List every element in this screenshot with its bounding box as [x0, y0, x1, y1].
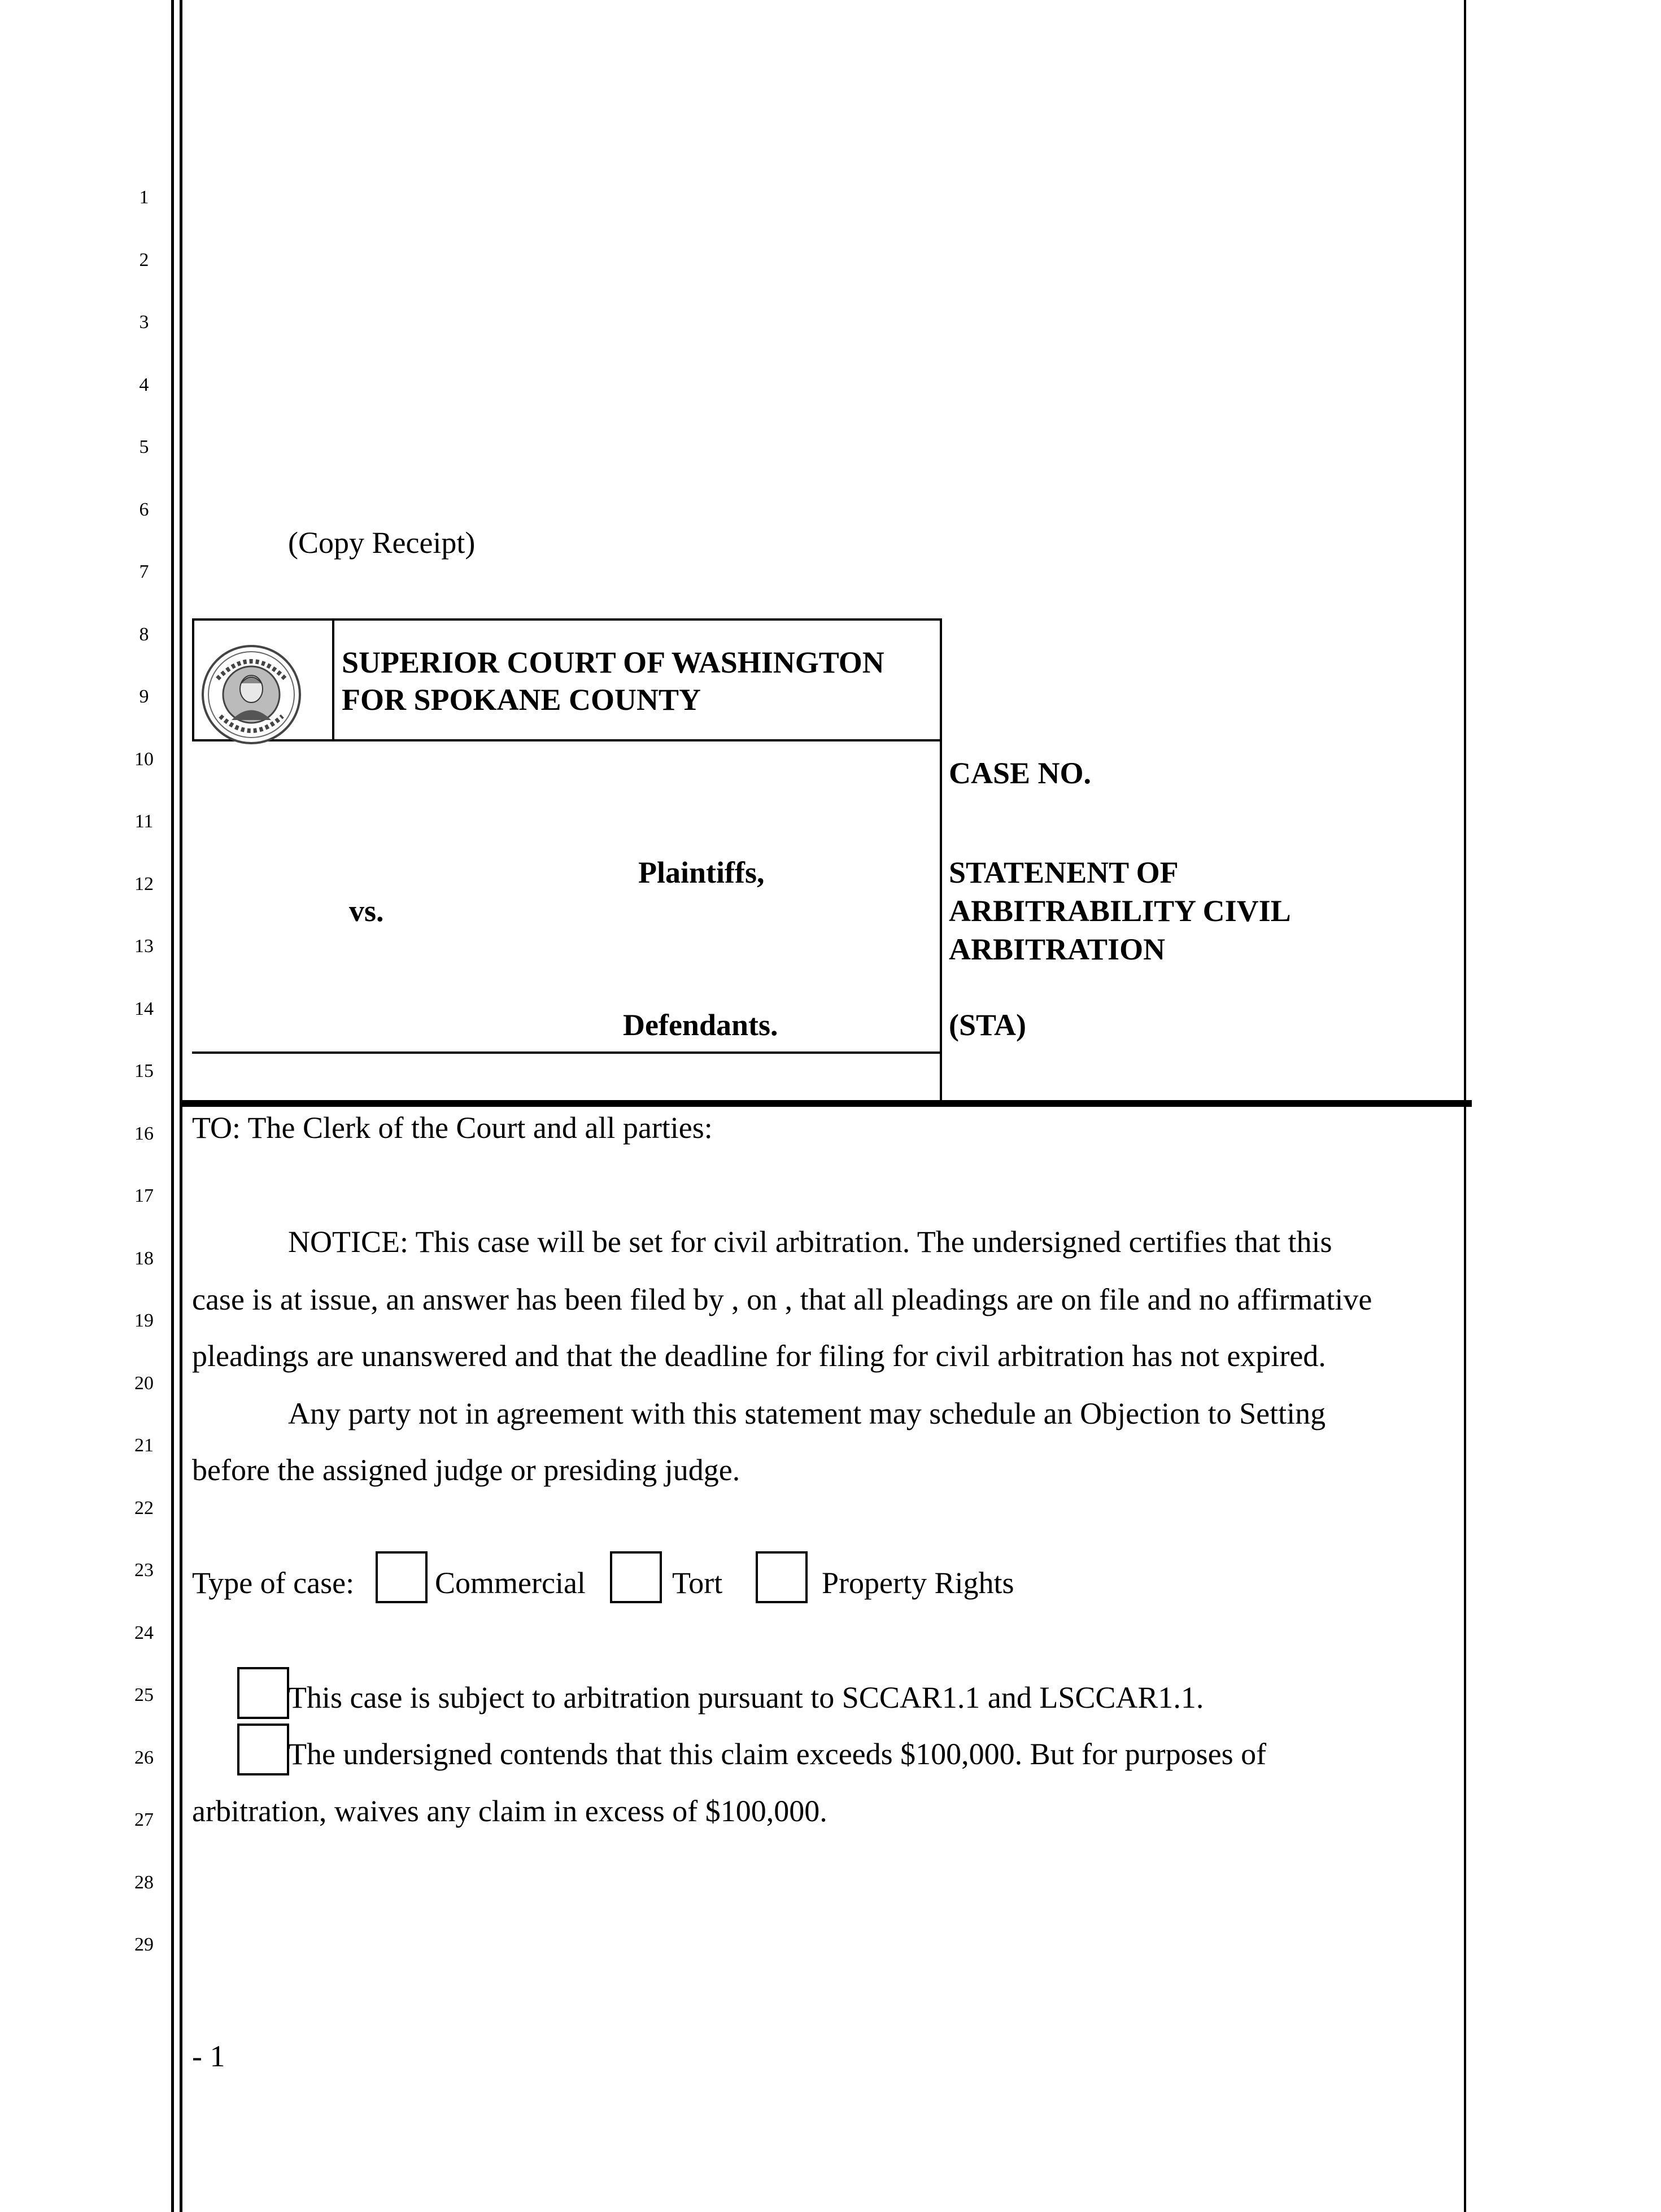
line-number: 17 — [134, 1185, 154, 1206]
line-number: 16 — [134, 1123, 154, 1144]
notice-line-2: case is at issue, an answer has been filed by , on , that all pleadings are on file and no affirmative — [192, 1282, 1372, 1316]
line-number: 9 — [139, 686, 149, 707]
line-number: 24 — [134, 1622, 154, 1643]
line-number: 19 — [134, 1310, 154, 1331]
line-number: 20 — [134, 1373, 154, 1394]
objection-line-1: Any party not in agreement with this statement may schedule an Objection to Setting — [288, 1397, 1326, 1430]
document-title-line3: ARBITRATION — [949, 932, 1166, 966]
copy-receipt-label: (Copy Receipt) — [288, 526, 476, 560]
line-number: 27 — [134, 1809, 154, 1830]
subject-to-arbitration-label: This case is subject to arbitration pursuant to SCCAR1.1 and LSCCAR1.1. — [288, 1681, 1204, 1714]
addressee-line: TO: The Clerk of the Court and all parties: — [192, 1111, 713, 1145]
court-name-line1: SUPERIOR COURT OF WASHINGTON — [342, 645, 884, 679]
line-number: 29 — [134, 1934, 154, 1955]
property-rights-label: Property Rights — [822, 1566, 1014, 1600]
line-number: 18 — [134, 1248, 154, 1269]
line-number: 21 — [134, 1435, 154, 1456]
property-rights-checkbox[interactable] — [756, 1551, 808, 1603]
line-number: 15 — [134, 1061, 154, 1081]
line-number: 12 — [134, 874, 154, 895]
document-code: (STA) — [949, 1008, 1027, 1042]
court-seal-icon — [200, 644, 302, 745]
line-number: 25 — [134, 1685, 154, 1705]
tort-label: Tort — [672, 1566, 723, 1600]
subject-to-arbitration-checkbox[interactable] — [237, 1667, 289, 1719]
line-number: 14 — [134, 998, 154, 1019]
caption-heavy-rule — [182, 1100, 1472, 1107]
document-title-line1: STATENENT OF — [949, 856, 1179, 889]
court-name-line2: FOR SPOKANE COUNTY — [342, 683, 701, 717]
exceeds-claim-checkbox[interactable] — [237, 1724, 289, 1775]
page-number: - 1 — [192, 2039, 225, 2073]
case-type-label: Type of case: — [192, 1566, 355, 1600]
line-number: 6 — [139, 499, 149, 520]
commercial-checkbox[interactable] — [376, 1551, 428, 1603]
plaintiffs-label: Plaintiffs, — [638, 856, 765, 889]
line-number: 23 — [134, 1560, 154, 1581]
line-number: 7 — [139, 561, 149, 582]
objection-line-2: before the assigned judge or presiding judge. — [192, 1453, 740, 1487]
caption-bottom-rule — [192, 1052, 942, 1054]
line-number: 4 — [139, 374, 149, 395]
versus-label: vs. — [349, 894, 384, 928]
line-number: 11 — [134, 811, 154, 832]
left-margin-rule-outer — [171, 0, 174, 2212]
line-number: 2 — [139, 250, 149, 270]
line-number: 13 — [134, 936, 154, 957]
exceeds-claim-line-1: The undersigned contends that this claim exceeds $100,000. But for purposes of — [288, 1737, 1267, 1771]
commercial-label: Commercial — [435, 1566, 586, 1600]
line-number: 3 — [139, 312, 149, 333]
line-number: 28 — [134, 1872, 154, 1893]
defendants-label: Defendants. — [623, 1008, 778, 1042]
seal-divider — [332, 618, 334, 741]
line-number: 8 — [139, 624, 149, 645]
tort-checkbox[interactable] — [610, 1551, 662, 1603]
exceeds-claim-line-2: arbitration, waives any claim in excess of $100,000. — [192, 1794, 827, 1828]
caption-vertical-divider — [940, 741, 942, 1103]
notice-line-3: pleadings are unanswered and that the deadline for filing for civil arbitration has not expired. — [192, 1339, 1326, 1373]
document-title-line2: ARBITRABILITY CIVIL — [949, 894, 1291, 928]
notice-line-1: NOTICE: This case will be set for civil arbitration. The undersigned certifies that this — [288, 1225, 1332, 1259]
case-number-label: CASE NO. — [949, 756, 1092, 790]
line-number: 1 — [139, 187, 149, 208]
line-number: 26 — [134, 1747, 154, 1768]
line-number: 5 — [139, 437, 149, 457]
line-number: 10 — [134, 749, 154, 770]
line-number: 22 — [134, 1498, 154, 1519]
